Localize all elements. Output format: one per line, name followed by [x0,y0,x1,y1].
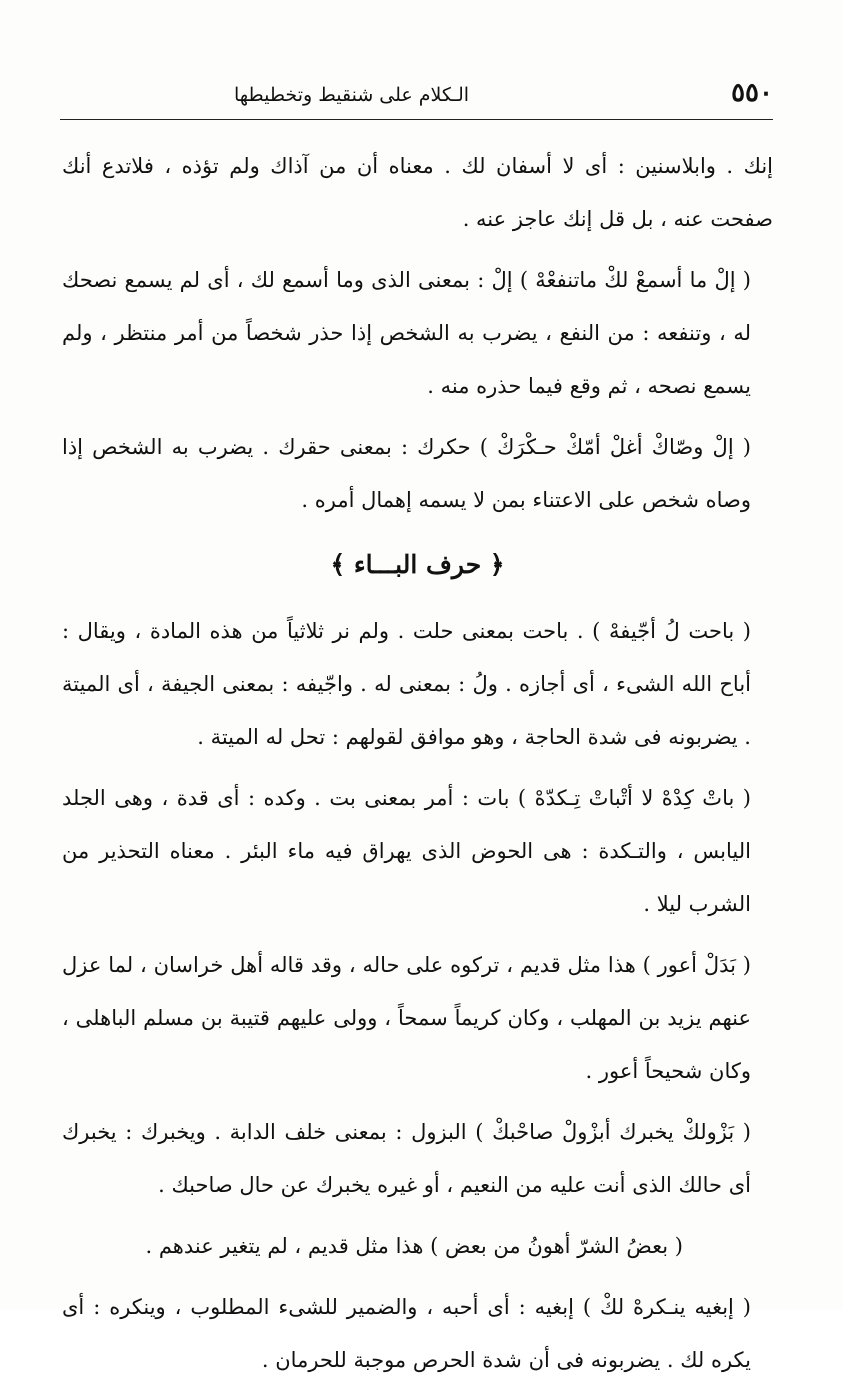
page-body [62,140,773,1395]
paragraph: ( بعضُ الشرّ أهونُ من بعض ) هذا مثل قديم ، لم يتغير عندهم . [145,1234,683,1258]
paragraph: ( باتْ كِدْهْ لا أتْباتْ تِـكدّهْ ) بات : أمر بمعنى بت . وكده : أى قدة ، وهى الجلد اليابس ، والتـكدة : هى الحوض الذى يهراق فيه ماء البئر . معناه التحذير من الشرب ليلا . [62,786,751,916]
section-heading: ﴿ حرف البـــاء ﴾ [330,550,505,579]
paragraph: ( إلْ ما أسمعْ لكْ ماتنفعْهْ ) إلْ : بمعنى الذى وما أسمع لك ، أى لم يسمع نصحك له ، وتنفعه : من النفع ، يضرب به الشخص إذا حذر شخصاً من أمر منتظر ، ولم يسمع نصحه ، ثم وقع فيما حذره منه . [62,268,751,398]
paragraph: ( بَزْولكْ يخبرك أبزْولْ صاحْبكْ ) البزول : بمعنى خلف الدابة . ويخبرك : يخبرك أى حالك الذى أنت عليه من النعيم ، أو غيره يخبرك عن حال صاحبك . [62,1120,751,1197]
running-title: الـكلام على شنقيط وتخطيطها [233,84,470,106]
paragraph: ( إبغيه ينـكرهْ لكْ ) إبغيه : أى أحبه ، والضمير للشىء المطلوب ، وينكره : أى يكره لك . يضربونه فى أن شدة الحرص موجبة للحرمان . [62,1295,751,1372]
header-rule [60,119,773,120]
paragraph: ( باحت لُ أجّيفهْ ) . باحت بمعنى حلت . ولم نر ثلاثياً من هذه المادة ، ويقال : أباح الله الشىء ، أى أجازه . ولُ : بمعنى له . واجّيفه : بمعنى الجيفة ، أى الميتة . يضربونه فى شدة الحاجة ، وهو موافق لقولهم : تحل له الميتة . [62,619,751,749]
page-number: ٥٥٠ [731,78,773,108]
paragraph: ( بَدَلْ أعور ) هذا مثل قديم ، تركوه على حاله ، وقد قاله أهل خراسان ، لما عزل عنهم يزيد بن المهلب ، وكان كريماً سمحاً ، وولى عليهم قتيبة بن مسلم الباهلى ، وكان شحيحاً أعور . [62,953,751,1083]
paragraph: إنك . وابلاسنين : أى لا أسفان لك . معناه أن من آذاك ولم تؤذه ، فلاتدع أنك صفحت عنه ، بل قل إنك عاجز عنه . [62,154,773,231]
page-header [60,78,773,118]
paragraph: ( إلْ وصّاكْ أغلْ أمّكْ حـكْرَكْ ) حكرك : بمعنى حقرك . يضرب به الشخص إذا وصاه شخص على الاعتناء بمن لا يسمه إهمال أمره . [62,435,751,512]
